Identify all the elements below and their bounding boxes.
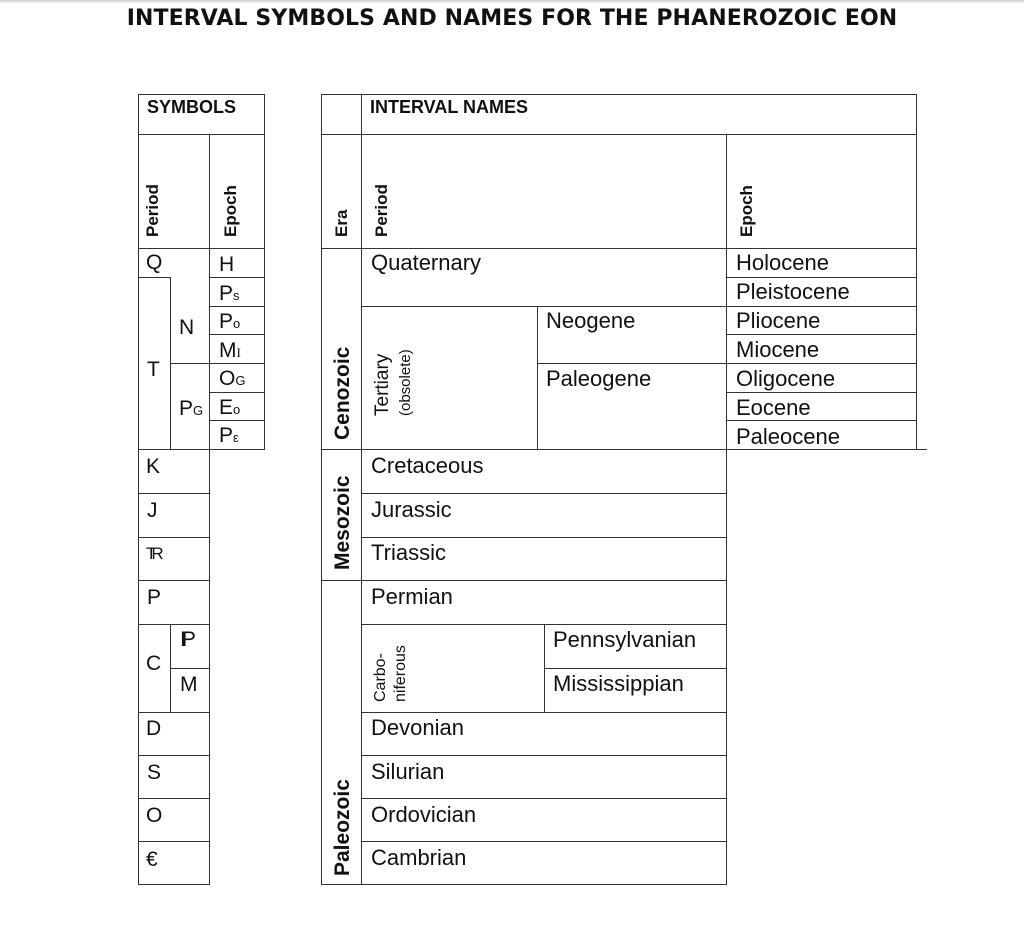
symbols-epoch-header: Epoch [221, 185, 240, 237]
line [138, 537, 210, 538]
period-ordovician: Ordovician [371, 802, 477, 827]
line [138, 841, 210, 842]
era-mesozoic: Mesozoic [331, 475, 354, 570]
page-title: INTERVAL SYMBOLS AND NAMES FOR THE PHANEROZOIC EON [126, 6, 898, 31]
line [321, 134, 917, 135]
line [138, 94, 139, 885]
line [537, 363, 727, 364]
line [138, 580, 210, 581]
line [726, 363, 917, 364]
era-paleozoic: Paleozoic [331, 779, 354, 876]
line [209, 277, 265, 278]
line [726, 420, 917, 421]
line [361, 712, 727, 713]
interval-names-header: INTERVAL NAMES [370, 97, 529, 117]
line [209, 363, 265, 364]
line [537, 306, 538, 450]
symbol-pleistocene: Ps [219, 282, 240, 305]
line [361, 580, 727, 581]
line [726, 392, 917, 393]
line [361, 94, 362, 885]
period-silurian: Silurian [371, 759, 445, 784]
line [321, 449, 362, 450]
line [138, 624, 210, 625]
line [264, 94, 265, 450]
line [544, 668, 727, 669]
symbol-paleocene: Pε [219, 424, 239, 447]
symbol-carboniferous: C [146, 652, 162, 675]
line [916, 94, 917, 450]
symbol-tertiary: T [147, 358, 160, 381]
symbol-holocene: H [219, 253, 235, 276]
line [138, 798, 210, 799]
epoch-pliocene: Pliocene [736, 308, 821, 333]
era-cenozoic: Cenozoic [331, 346, 354, 440]
line [170, 668, 210, 669]
line [361, 537, 727, 538]
line [321, 94, 917, 95]
line [209, 134, 210, 885]
period-devonian: Devonian [371, 715, 464, 740]
symbol-paleogene: PG [179, 397, 204, 420]
line [138, 94, 265, 95]
symbols-header: SYMBOLS [147, 97, 237, 117]
line [361, 798, 727, 799]
epoch-miocene: Miocene [736, 337, 820, 362]
line [726, 134, 727, 885]
line [170, 363, 210, 364]
epoch-holocene: Holocene [736, 250, 829, 275]
symbol-cretaceous: K [146, 455, 161, 478]
symbol-eocene: Eo [219, 396, 241, 419]
line [138, 493, 210, 494]
line [138, 884, 210, 885]
period-paleogene: Paleogene [546, 366, 652, 391]
line [209, 392, 265, 393]
symbol-quaternary: Q [146, 251, 163, 274]
symbol-pliocene: Po [219, 310, 241, 333]
epoch-pleistocene: Pleistocene [736, 279, 850, 304]
period-neogene: Neogene [546, 308, 636, 333]
line [138, 248, 265, 249]
symbol-cambrian: € [146, 848, 158, 871]
epoch-header: Epoch [737, 185, 756, 237]
symbol-neogene: N [179, 316, 195, 339]
line [321, 94, 322, 885]
line [138, 277, 171, 278]
period-mississippian: Mississippian [553, 671, 684, 696]
tertiary-note: (obsolete) [397, 349, 414, 416]
line [209, 334, 265, 335]
line [726, 277, 917, 278]
period-quaternary: Quaternary [371, 250, 482, 275]
line [138, 755, 210, 756]
epoch-paleocene: Paleocene [736, 424, 840, 449]
period-cretaceous: Cretaceous [371, 453, 484, 478]
period-tertiary: Tertiary [372, 353, 393, 416]
line [209, 306, 265, 307]
line [726, 306, 917, 307]
symbol-miocene: MI [219, 339, 241, 362]
symbol-devonian: D [146, 717, 162, 740]
epoch-eocene: Eocene [736, 395, 811, 420]
era-header: Era [332, 209, 351, 237]
symbol-jurassic: J [147, 499, 158, 522]
symbols-period-header: Period [143, 184, 162, 237]
line [321, 248, 917, 249]
line [209, 420, 265, 421]
symbol-silurian: S [147, 761, 162, 784]
period-header: Period [372, 184, 391, 237]
symbol-permian: P [147, 586, 162, 609]
period-permian: Permian [371, 584, 453, 609]
symbol-triassic: TR [146, 544, 159, 563]
epoch-oligocene: Oligocene [736, 366, 836, 391]
period-pennsylvanian: Pennsylvanian [553, 627, 697, 652]
period-triassic: Triassic [371, 540, 446, 565]
line [361, 449, 927, 450]
symbol-mississippian: M [180, 673, 198, 696]
symbol-pennsylvanian: IP [180, 628, 192, 651]
line [138, 449, 210, 450]
line [209, 449, 265, 450]
line [361, 755, 727, 756]
symbol-oligocene: OG [219, 367, 246, 390]
line [321, 884, 727, 885]
period-cambrian: Cambrian [371, 845, 467, 870]
symbol-ordovician: O [146, 804, 163, 827]
line [361, 841, 727, 842]
period-carboniferous-line1: Carbo- [372, 653, 389, 702]
period-jurassic: Jurassic [371, 497, 452, 522]
line [138, 134, 265, 135]
period-carboniferous-line2: niferous [392, 645, 409, 702]
line [361, 306, 727, 307]
line [138, 712, 210, 713]
line [726, 334, 917, 335]
line [321, 580, 362, 581]
line [361, 493, 727, 494]
